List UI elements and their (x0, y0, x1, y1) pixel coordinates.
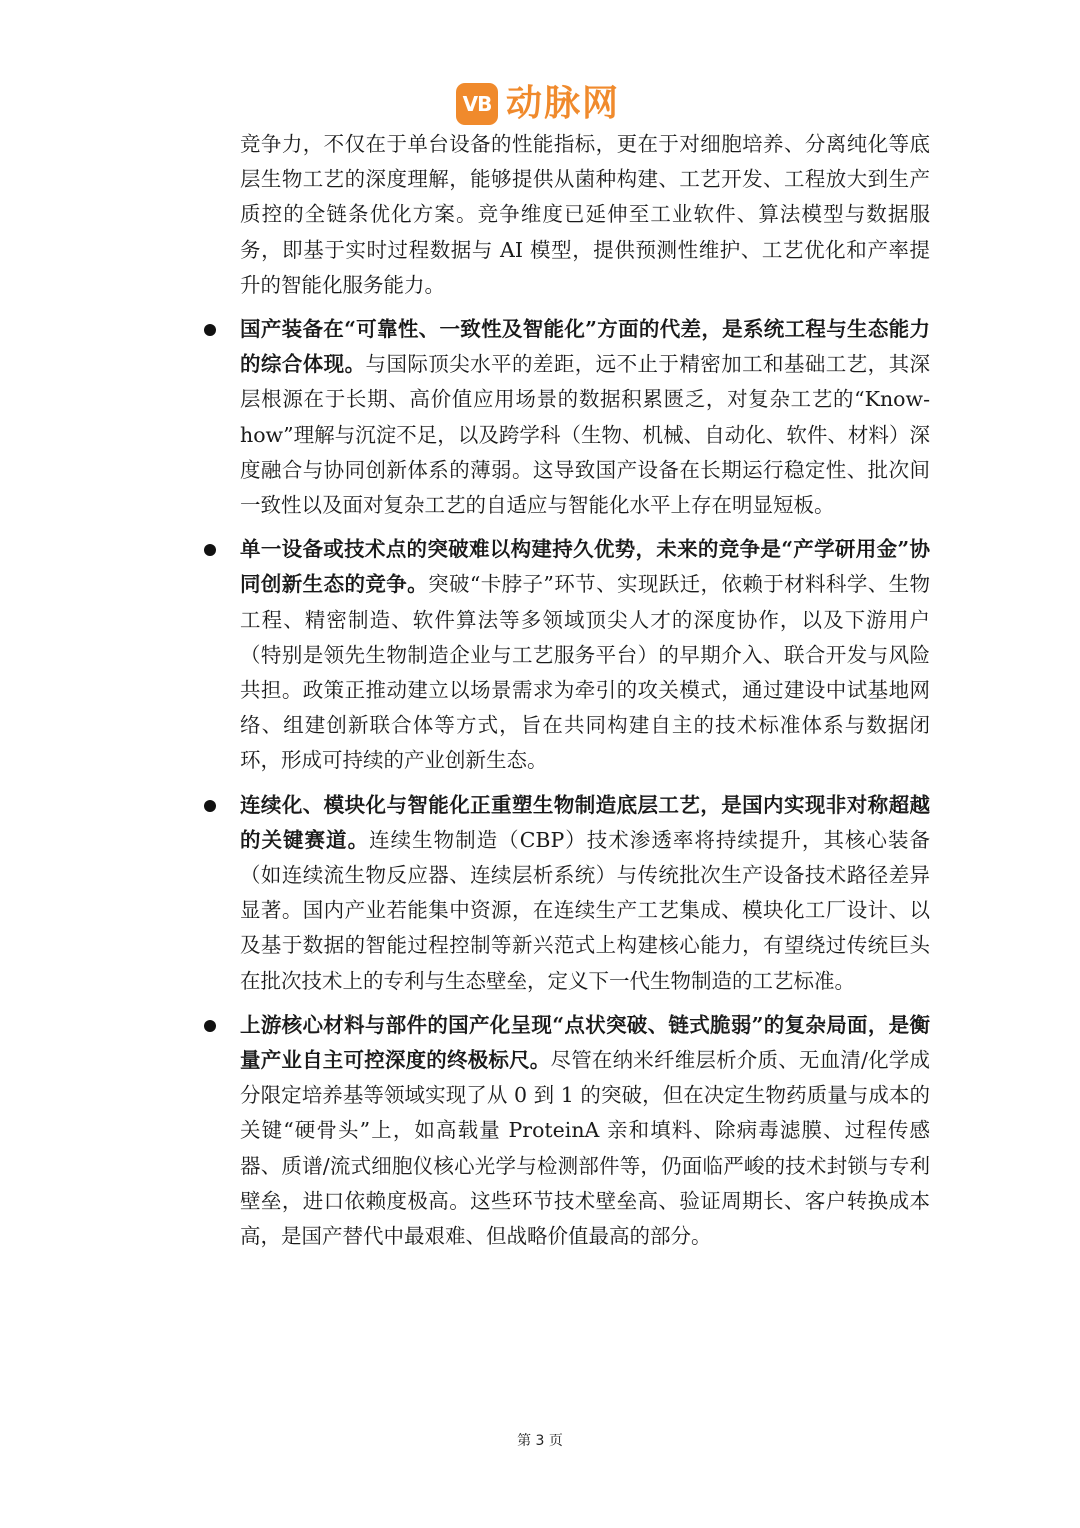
bullet-heading: 上游核心材料与部件的国产化呈现“点状突破、链式脆弱”的复杂局面，是衡量产业自主可控深度的终极标尺。 (240, 1012, 930, 1073)
bullet-text: 与国际顶尖水平的差距，远不止于精密加工和基础工艺，其深层根源在于长期、高价值应用场景的数据积累匮乏，对复杂工艺的“Know-how”理解与沉淀不足，以及跨学科（生物、机械、自动化、软件、材料）深度融合与协同创新体系的薄弱。这导致国产设备在长期运行稳定性、批次间一致性以及面对复杂工艺的自适应与智能化水平上存在明显短板。 (240, 352, 930, 518)
bullet-dot-icon (204, 1020, 216, 1032)
document-body (240, 127, 930, 1263)
lead-paragraph: 竞争力，不仅在于单台设备的性能指标，更在于对细胞培养、分离纯化等底层生物工艺的深度理解，能够提供从菌种构建、工艺开发、工程放大到生产质控的全链条优化方案。竞争维度已延伸至工业软件、算法模型与数据服务，即基于实时过程数据与 AI 模型，提供预测性维护、工艺优化和产率提升的智能化服务能力。 (240, 132, 930, 297)
bullet-paragraph (240, 1008, 930, 1254)
bullet-heading: 单一设备或技术点的突破难以构建持久优势，未来的竞争是“产学研用金”协同创新生态的竞争。 (240, 537, 930, 597)
bullet-paragraph (240, 312, 930, 523)
bullet-paragraph (240, 532, 930, 778)
bullet-dot-icon (204, 544, 216, 556)
bullet-text: 突破“卡脖子”环节、实现跃迁，依赖于材料科学、生物工程、精密制造、软件算法等多领域顶尖人才的深度协作，以及下游用户（特别是领先生物制造企业与工艺服务平台）的早期介入、联合开发与风险共担。政策正推动建立以场景需求为牵引的攻关模式，通过建设中试基地网络、组建创新联合体等方式，旨在共同构建自主的技术标准体系与数据闭环，形成可持续的产业创新生态。 (240, 572, 930, 773)
bullet-item-2 (240, 532, 930, 778)
page-number: 第 3 页 (517, 1433, 563, 1449)
bullet-item-1 (240, 312, 930, 523)
bullet-text: 尽管在纳米纤维层析介质、无血清/化学成分限定培养基等领域实现了从 0 到 1 的突破，但在决定生物药质量与成本的关键“硬骨头”上，如高载量 ProteinA 亲和填料、除病毒滤膜、过程传感器、质谱/流式细胞仪核心光学与检测部件等，仍面临严峻的技术封锁与专利壁垒，进口依赖度极高。这些环节技术壁垒高、验证周期长、客户转换成本高，是国产替代中最艰难、但战略价值最高的部分。 (240, 1048, 931, 1249)
logo-icon: VB (456, 83, 498, 125)
bullet-heading: 国产装备在“可靠性、一致性及智能化”方面的代差，是系统工程与生态能力的综合体现。 (240, 317, 930, 377)
logo-text: 动脉网 (506, 83, 621, 124)
bullet-item-3 (240, 788, 930, 999)
bullet-dot-icon (204, 800, 216, 812)
bullet-paragraph (240, 788, 930, 999)
bullet-heading: 连续化、模块化与智能化正重塑生物制造底层工艺，是国内实现非对称超越的关键赛道。 (240, 792, 930, 852)
bullet-item-4 (240, 1008, 930, 1254)
bullet-dot-icon (204, 324, 216, 336)
bullet-text: 连续生物制造（CBP）技术渗透率将持续提升，其核心装备（如连续流生物反应器、连续层析系统）与传统批次生产设备技术路径差异显著。国内产业若能集中资源，在连续生产工艺集成、模块化工厂设计、以及基于数据的智能过程控制等新兴范式上构建核心能力，有望绕过传统巨头在批次技术上的专利与生态壁垒，定义下一代生物制造的工艺标准。 (240, 827, 930, 993)
brand-logo (456, 80, 620, 128)
